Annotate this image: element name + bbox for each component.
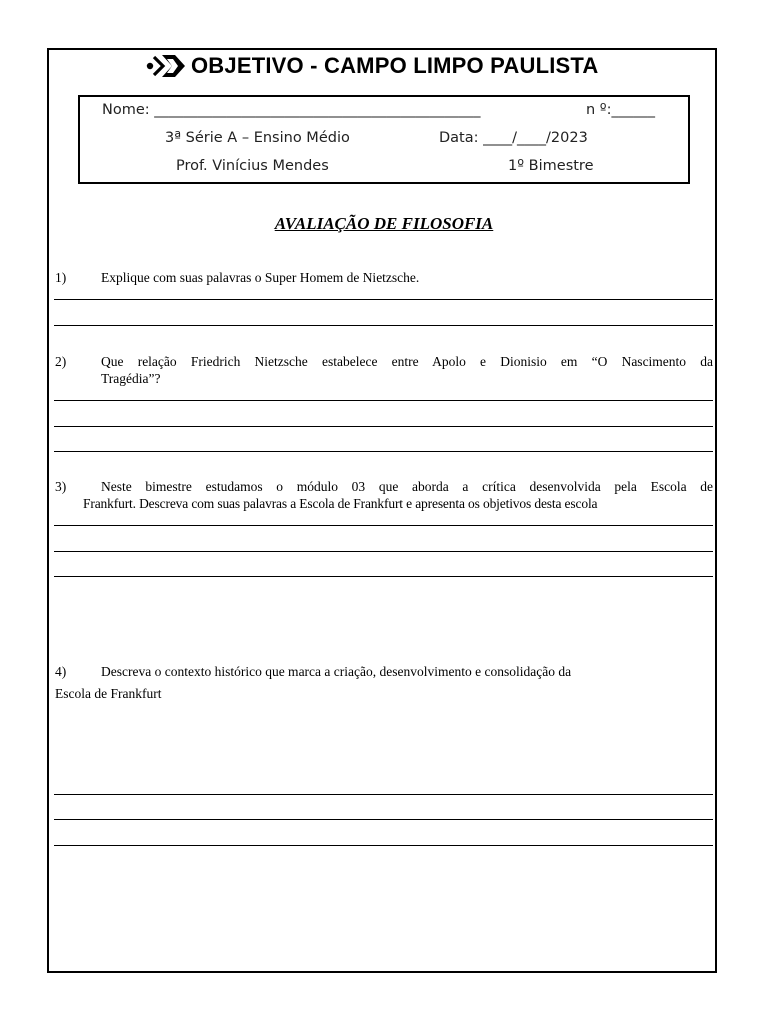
answer-line[interactable]	[54, 426, 713, 427]
answer-line[interactable]	[54, 819, 713, 820]
student-info-box	[78, 95, 690, 184]
question-3	[55, 478, 713, 514]
question-2	[55, 353, 713, 389]
question-text-line-2: Frankfurt. Descreva com suas palavras a Escola de Frankfurt e apresenta os objetivos desta escola	[83, 496, 598, 511]
question-1	[55, 269, 713, 289]
school-header	[145, 52, 599, 80]
question-text-line-1: Neste bimestre estudamos o módulo 03 que aborda a crítica desenvolvida pela Escola de	[101, 479, 713, 494]
question-number: 2)	[55, 354, 67, 369]
answer-line[interactable]	[54, 325, 713, 326]
answer-line[interactable]	[54, 845, 713, 846]
question-text-line-2: Escola de Frankfurt	[55, 686, 162, 701]
school-name: OBJETIVO - CAMPO LIMPO PAULISTA	[191, 53, 599, 78]
teacher-label: Prof. Vinícius Mendes	[176, 158, 329, 174]
objetivo-logo-icon	[145, 53, 187, 79]
question-text: Explique com suas palavras o Super Homem de Nietzsche.	[101, 270, 420, 285]
answer-line[interactable]	[54, 400, 713, 401]
answer-line[interactable]	[54, 576, 713, 577]
answer-line[interactable]	[54, 551, 713, 552]
question-4	[55, 663, 713, 699]
question-text-line-2: Tragédia”?	[101, 371, 161, 386]
name-field[interactable]: Nome: _____________________________________________	[102, 102, 481, 118]
question-text-line-1: Que relação Friedrich Nietzsche estabelece entre Apolo e Dionisio em “O Nascimento da	[101, 354, 713, 369]
number-field[interactable]: n º:______	[586, 102, 656, 118]
question-text-line-1: Descreva o contexto histórico que marca a criação, desenvolvimento e consolidação da	[101, 664, 572, 679]
date-field[interactable]: Data: ____/____/2023	[439, 130, 588, 146]
answer-line[interactable]	[54, 794, 713, 795]
exam-title: AVALIAÇÃO DE FILOSOFIA	[274, 214, 494, 233]
question-number: 4)	[55, 664, 67, 679]
answer-line[interactable]	[54, 299, 713, 300]
question-number: 1)	[55, 270, 67, 285]
term-label: 1º Bimestre	[508, 158, 594, 174]
answer-line[interactable]	[54, 525, 713, 526]
question-number: 3)	[55, 479, 67, 494]
class-label: 3ª Série A – Ensino Médio	[165, 130, 350, 146]
answer-line[interactable]	[54, 451, 713, 452]
